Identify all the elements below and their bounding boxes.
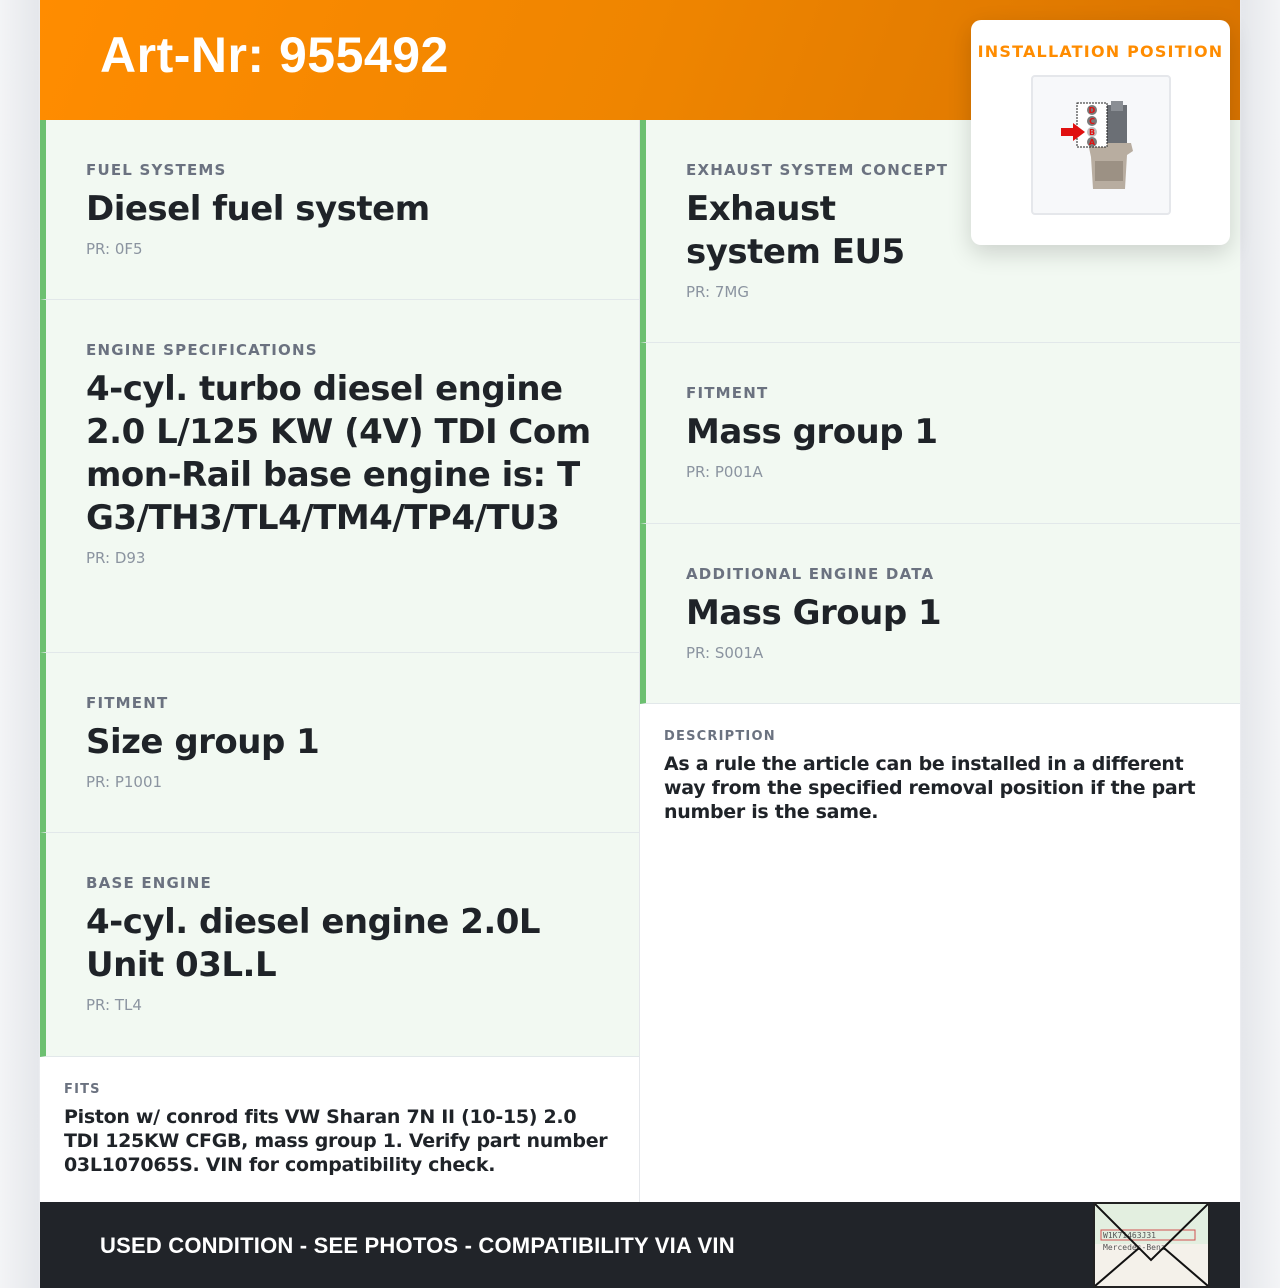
- spec-pr-code: PR: D93: [86, 549, 146, 567]
- svg-text:B: B: [1088, 128, 1096, 137]
- spec-label: ENGINE SPECIFICATIONS: [86, 341, 318, 359]
- spec-value: Mass Group 1: [686, 593, 942, 633]
- spec-label: FITMENT: [86, 694, 169, 712]
- spec-fitment-mass: [640, 343, 1240, 524]
- spec-pr-code: PR: 0F5: [86, 240, 143, 258]
- spec-label: EXHAUST SYSTEM CONCEPT: [686, 161, 949, 179]
- fits-section: [40, 1057, 639, 1177]
- spec-value: Exhaust system EU5: [686, 189, 905, 272]
- product-sheet: [40, 0, 1240, 1288]
- footer-notice: USED CONDITION - SEE PHOTOS - COMPATIBILITY VIA VIN: [100, 1233, 735, 1258]
- right-column: [640, 120, 1240, 1202]
- spec-columns: [40, 120, 1240, 1202]
- spec-value: 4-cyl. diesel engine 2.0L Unit 03L.L: [86, 902, 541, 985]
- engine-cylinder-icon: [1033, 77, 1169, 213]
- spec-pr-code: PR: P001A: [686, 463, 763, 481]
- spec-additional-engine-data: [640, 524, 1240, 704]
- spec-label: FITMENT: [686, 384, 769, 402]
- spec-fitment-size: [40, 653, 639, 833]
- spec-base-engine: [40, 833, 639, 1057]
- spec-value: 4-cyl. turbo diesel engine 2.0 L/125 KW (4V) TDI Common-Rail base engine is: TG3/TH3/TL4/TM4/TP4/TU3: [86, 369, 591, 538]
- footer-bar: [40, 1202, 1240, 1288]
- installation-position-title: INSTALLATION POSITION: [977, 42, 1224, 61]
- spec-pr-code: PR: 7MG: [686, 283, 749, 301]
- article-number-title: Art-Nr: 955492: [100, 27, 449, 83]
- engine-diagram-image: [1031, 75, 1171, 215]
- svg-text:A: A: [1088, 138, 1096, 147]
- description-label: DESCRIPTION: [664, 729, 776, 744]
- svg-text:C: C: [1089, 117, 1095, 126]
- installation-position-card: [971, 20, 1230, 245]
- spec-engine-specifications: [40, 300, 639, 653]
- spec-pr-code: PR: TL4: [86, 996, 142, 1014]
- fits-text: Piston w/ conrod fits VW Sharan 7N II (10-15) 2.0 TDI 125KW CFGB, mass group 1. Verify part number 03L107065S. VIN for compatibility check.: [64, 1106, 608, 1176]
- spec-label: ADDITIONAL ENGINE DATA: [686, 565, 935, 583]
- spec-value: Size group 1: [86, 722, 320, 762]
- spec-label: FUEL SYSTEMS: [86, 161, 227, 179]
- svg-text:W1K71463J31: W1K71463J31: [1103, 1231, 1156, 1240]
- spec-pr-code: PR: P1001: [86, 773, 163, 791]
- svg-text:D: D: [1088, 106, 1096, 115]
- vin-envelope-icon: [1093, 1202, 1210, 1288]
- spec-fuel-systems: [40, 120, 639, 300]
- spec-value: Mass group 1: [686, 412, 938, 452]
- description-section: [640, 704, 1240, 824]
- spec-value: Diesel fuel system: [86, 189, 430, 229]
- spec-pr-code: PR: S001A: [686, 644, 764, 662]
- fits-label: FITS: [64, 1082, 101, 1097]
- spec-label: BASE ENGINE: [86, 874, 213, 892]
- svg-text:Mercedes-Benz: Mercedes-Benz: [1103, 1243, 1166, 1252]
- left-column: [40, 120, 640, 1202]
- description-text: As a rule the article can be installed in a different way from the specified removal position if the part number is the same.: [664, 753, 1196, 823]
